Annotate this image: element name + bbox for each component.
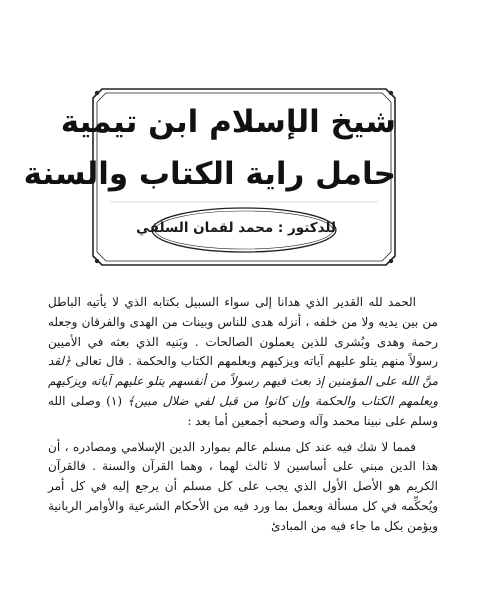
book-title-line1: شيخ الإسلام ابن تيمية: [60, 104, 396, 140]
paragraph-1-end: (١) وصلى الله وسلم على نبينا محمد وآله وصحبه أجمعين أما بعد :: [48, 393, 438, 428]
author-oval: [136, 208, 336, 252]
paragraph-1: [48, 293, 438, 432]
body-text: [48, 293, 438, 537]
title-frame: [23, 88, 396, 266]
paragraph-2: [48, 438, 438, 537]
quran-verse: ﴿لقد منَّ الله على المؤمنين إذ بعث فيهم رسولاً من أنفسهم يتلو عليهم آياته ويزكيهم ويعلمهم الكتاب والحكمة وإن كانوا من قبل لفي ضلال مبين﴾: [48, 354, 438, 408]
paragraph-1-text: الحمد لله القدير الذي هدانا إلى سواء السبيل بكتابه الذي لا يأتيه الباطل من بين يديه ولا من خلفه ، أنزله هدى للناس وبينات من الهدى والفرقان وجعله رحمة وهدى وبُشرى للذين يعملون الصالحات . وبَنيه الذي بعثه في الأميين رسولاً منهم يتلو عليهم آياته ويزكيهم ويعلمهم الكتاب والحكمة . قال تعالى: [48, 295, 438, 369]
paragraph-2-text: فمما لا شك فيه عند كل مسلم عالم بموارد الدين الإسلامي ومصادره ، أن هذا الدين مبني على أساسين لا ثالث لهما ، وهما القرآن والسنة . فالقرآن الكريم هو الأصل الأول الذي يجب على كل مسلم أن يرجع إليه في كل أمر ويُحكِّمه في كل مسألة ويعمل بما ورد فيه من الأحكام الشرعية والأوامر الربانية ويؤمن بكل ما جاء فيه من المبادئ: [48, 439, 438, 533]
book-title-line2: حامل راية الكتاب والسنة: [23, 156, 396, 192]
author-name: للدكتور : محمد لقمان السلفي: [136, 220, 336, 236]
